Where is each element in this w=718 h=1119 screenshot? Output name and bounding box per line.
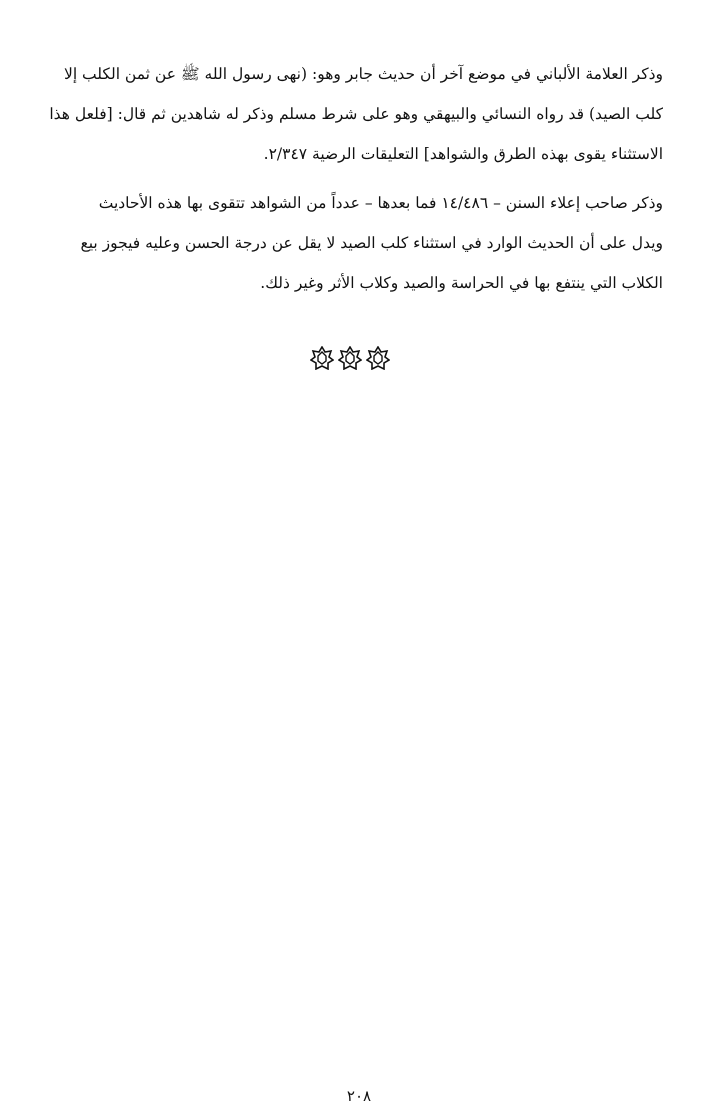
text-line: الكلاب التي ينتفع بها في الحراسة والصيد وكلاب الأثر وغير ذلك. [260,274,663,292]
text-line: كلب الصيد) قد رواه النسائي والبيهقي وهو على شرط مسلم وذكر له شاهدين ثم قال: [فلعل هذا [49,105,663,123]
paragraph-ilaa-sunan [33,183,663,303]
text-line: وذكر العلامة الألباني في موضع آخر أن حديث جابر وهو: (نهى رسول الله ﷺ عن ثمن الكلب إلا [63,65,663,83]
text-line: الاستثناء يقوى بهذه الطرق والشواهد] التعليقات الرضية ٢/٣٤٧. [263,145,663,163]
paragraph-albani [33,54,663,174]
star-ornament-icon [338,346,362,370]
star-ornament-icon [366,346,390,370]
page-number: ٢٠٨ [346,1087,372,1105]
section-divider-ornament [310,343,390,373]
text-line: وذكر صاحب إعلاء السنن – ١٤/٤٨٦ فما بعدها – عدداً من الشواهد تتقوى بها هذه الأحاديث [98,194,663,212]
text-line: ويدل على أن الحديث الوارد في استثناء كلب الصيد لا يقل عن درجة الحسن وعليه فيجوز بيع [80,234,663,252]
star-ornament-icon [310,346,334,370]
